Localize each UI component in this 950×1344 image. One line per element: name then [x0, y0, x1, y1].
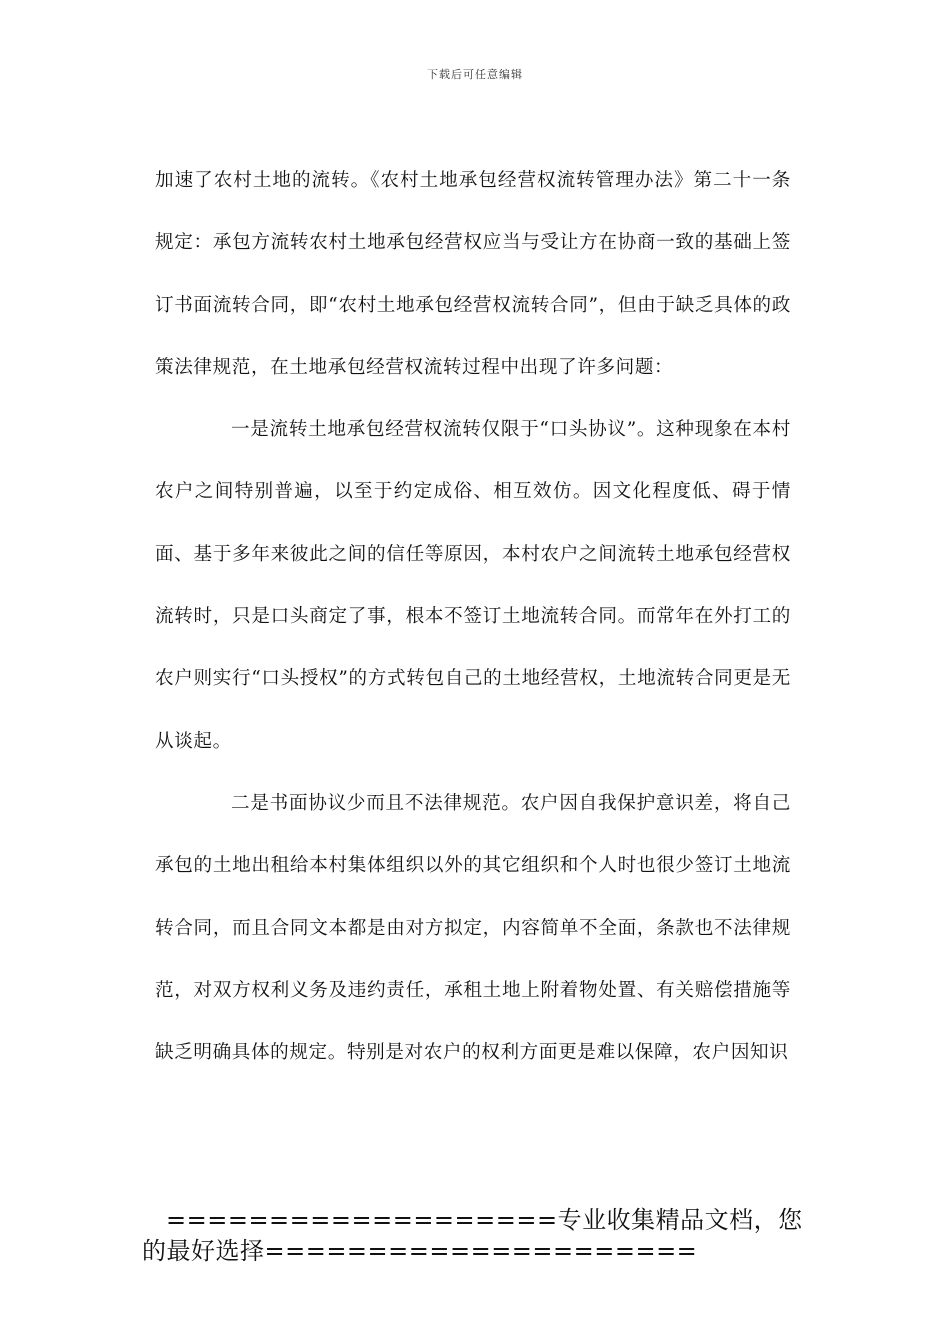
paragraph-intro: 加速了农村土地的流转。《农村土地承包经营权流转管理办法》第二十一条规定：承包方流转农村土地承包经营权应当与受让方在协商一致的基础上签订书面流转合同，即“农村土地承包经营权流转合同”，但由于缺乏具体的政策法律规范，在土地承包经营权流转过程中出现了许多问题：: [155, 170, 791, 378]
paragraph-oral-agreement: 一是流转土地承包经营权流转仅限于“口头协议”。这种现象在本村农户之间特别普遍，以至于约定成俗、相互效仿。因文化程度低、碍于情面、基于多年来彼此之间的信任等原因，本村农户之间流转土地承包经营权流转时，只是口头商定了事，根本不签订土地流转合同。而常年在外打工的农户则实行“口头授权”的方式转包自己的土地经营权，土地流转合同更是无从谈起。: [155, 419, 791, 752]
document-body: [155, 150, 791, 1084]
paragraph-written-agreement: 二是书面协议少而且不法律规范。农户因自我保护意识差，将自己承包的土地出租给本村集体组织以外的其它组织和个人时也很少签订土地流转合同，而且合同文本都是由对方拟定，内容简单不全面，条款也不法律规范，对双方权利义务及违约责任，承租土地上附着物处置、有关赔偿措施等缺乏明确具体的规定。特别是对农户的权利方面更是难以保障，农户因知识: [155, 792, 791, 1064]
page-header-note: 下载后可任意编辑: [427, 68, 523, 81]
footer-banner: ===================专业收集精品文档，您的最好选择=====================: [142, 1206, 803, 1265]
